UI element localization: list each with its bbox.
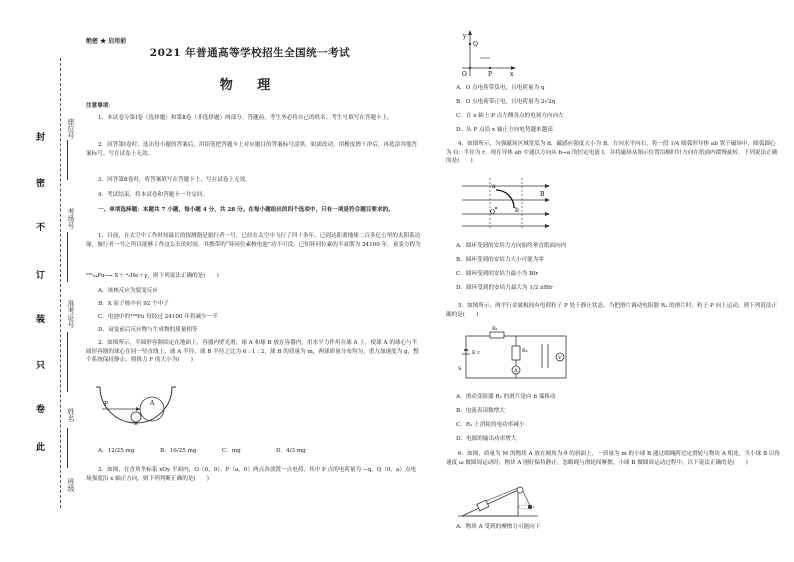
question-6-figure (458, 486, 538, 520)
question-1-option-b: B．X 原子核中有 92 个中子 (98, 301, 169, 307)
field-exam-room: 考场号 (67, 208, 75, 229)
r1-label: R₁ (492, 326, 498, 332)
field-seat-number: 座位号 (67, 118, 75, 139)
question-2-stem: 2．如图所示，半圆形容器固定在地面上，容器内壁光滑，球 A 和球 B 放在容器内，用水平力作用在球 A 上，使球 A 的球心与半圆形容器的球心在同一竖直线上，球 A 半径、球 B 半径之比为 6 : 1 : 2，球 B 的质量为 m，两球质量分布均匀，重力加速度为 g，整个系统保持静止，则推力 F 的大小为( ) (86, 340, 419, 364)
question-4-option-c: C．圆环受到的安培力最小为 BIr (456, 271, 539, 277)
question-5-option-c: C．R₁ 上消耗的电功率减小 (456, 422, 525, 428)
seal-char: 只 (36, 361, 46, 371)
voltmeter-label: V (558, 355, 562, 361)
question-2-option-c: C．mg (222, 448, 241, 454)
question-4-option-a: A．圆环受到的安培力方向始终垂直纸面向内 (456, 243, 567, 249)
binding-margin (0, 0, 78, 562)
x-axis-label: x (510, 71, 514, 78)
seal-char: 卷 (36, 405, 46, 415)
question-3-option-c: C．在 x 轴上 P 点左侧各点的电场方向向左 (456, 113, 564, 119)
seal-line (60, 58, 61, 508)
seal-char: 订 (36, 271, 46, 281)
note-item: 2．回答第Ⅰ卷时，选出每小题的答案后，用铅笔把答题卡上对应题目的答案标号涂黑，如需改动，用橡皮擦干净后，再选涂其他答案标号。写在试卷上无效。 (86, 142, 418, 157)
origin-label: O (462, 71, 467, 78)
question-1-option-d: D．衰变前后反应物与生成物的质量相等 (98, 327, 198, 333)
field-class: 班级 (67, 478, 75, 492)
confidential-mark: 绝密 ★ 启用前 (86, 38, 127, 45)
question-1-stem: 1．目前，在太空中工作时间最长的探测器是旅行者一号，已经在太空中飞行了四十多年，已到达距离地球二百多亿公里的太阳系边缘，旅行者一号之所以能够工作这么长的时间，其携带的“钚同位素核电池”功不可没，已知钚同位素的半衰期为 24100 年，衰变方程为 (86, 233, 421, 248)
y-axis-label: y (463, 33, 467, 40)
question-1-option-c: C．电池中的²³⁹Pu 每经过 24100 年将减少一半 (98, 314, 218, 320)
question-4-figure (460, 176, 552, 232)
point-p-label: P (488, 71, 493, 78)
note-item: 4．考试结束，将本试卷和答题卡一并交回。 (98, 192, 208, 198)
question-4-stem: 4．如图所示，匀强磁场区域宽度为 d，磁感应强度大小为 B，方向水平向右，将一段 1/4 圆弧形导体 ab 置于磁场中，圆弧圆心为 O，半径为 r。现在导体 ab 中通以方向从 b→a 的恒定电流 I，并将磁场从图示位置沿顺时针方向在纸面内缓慢旋转，下列说法正确的是( ) (446, 141, 778, 165)
question-5-circuit (456, 326, 576, 384)
field-name: 姓名 (67, 408, 75, 422)
exam-title: 2021 年普通高等学校招生全国统一考试 (149, 47, 351, 59)
ball-b-label: B (134, 421, 138, 427)
point-b-label: b (515, 207, 519, 214)
question-2-figure (96, 383, 176, 427)
force-label: F (104, 401, 109, 408)
question-5-stem: 5．如图所示，两平行金属板间有电荷粒子 P 处于静止状态，当把滑片调动电阻器 R₂ 的滑片时，粒子 P 向上运动，则下列说法正确的是( ) (446, 303, 778, 318)
question-1-equation: ²³⁹₉₄Pu⟶ X＋ ⁴₂He＋γ，则下列说法正确的是( ) (86, 273, 219, 279)
question-4-option-b: B．圆环受到的安培力大小可能为零 (456, 257, 545, 263)
note-item: 3．回答第Ⅱ卷时，将答案填写在答题卡上，写在试卷上无效。 (98, 177, 251, 183)
seal-char: 密 (36, 179, 46, 189)
r2-label: R₂ (522, 348, 528, 354)
question-3-option-a: A．O 点电荷带负电，且电荷量为 q (456, 85, 545, 91)
switch-label: S (458, 366, 462, 372)
question-3-option-b: B．O 点电荷带正电，且电荷量为 2√2q (456, 99, 556, 105)
question-1-option-a: A．该核反应为裂变反应 (98, 288, 158, 294)
question-6-option-a: A．物块 A 受到的摩擦力可能向下 (456, 524, 541, 530)
field-line (67, 332, 68, 392)
center-o-label: O (490, 209, 495, 216)
field-line (67, 428, 68, 468)
field-line (67, 140, 68, 180)
question-2-option-b: B．16/25 mg (160, 448, 197, 454)
section-heading: 一、单项选择题：本题共 7 小题，每小题 4 分，共 28 分。在每小题给出的四个选项中，只有一项是符合题目要求的。 (98, 207, 394, 213)
question-5-option-d: D．电源的输出功率增大 (456, 436, 517, 442)
question-5-option-a: A．滑动变阻器 R₂ 的滑片是向 b 端移动 (456, 394, 556, 400)
ammeter-label: A (514, 368, 518, 374)
question-2-option-a: A．12/25 mg (98, 448, 135, 454)
note-item: 1．本试卷分第Ⅰ卷（选择题）和第Ⅱ卷（非选择题）两部分。答题前，考生务必将自己的姓名、考生号填写在答题卡上。 (98, 115, 393, 121)
field-admission-number: 准考证号 (67, 300, 75, 328)
question-3-option-d: D．从 P 点沿 x 轴正方向电势越来越高 (456, 127, 553, 133)
point-q-label: Q (473, 41, 478, 48)
question-2-option-d: D．4/3 mg (276, 448, 306, 454)
seal-char: 装 (36, 315, 46, 325)
seal-char: 此 (36, 443, 46, 453)
point-a-label: a (492, 183, 496, 190)
question-5-option-b: B．电流表读数增大 (456, 408, 505, 414)
question-6-stem: 6．如图，质量为 M 的物块 A 放在倾角为 θ 的斜面上，一质量为 m 的小球 B 通过细绳跨过定滑轮与物块 A 相连，当小球 B 以角速度 ω 做圆周运动时，物块 A 刚好保持静止。忽略绳与滑轮间摩擦，小球 B 做圆周运动过程中，以下说法正确的是( ) (446, 451, 781, 466)
question-3-stem: 3．如图，在直角坐标系 xOy 平面内，O（0，0）、P（a，0）两点各放置一点电荷，其中 P 点的电荷量为 −q，Q（0，a）点电场强度沿 x 轴正方向，则下列判断正确的是( ) (86, 467, 417, 482)
question-3-figure (456, 30, 516, 78)
source-label: E r (472, 350, 480, 356)
question-4-option-d: D．圆环受到的安培力最大为 1/2 πBIr (456, 285, 553, 291)
ball-a-label: A (150, 400, 155, 407)
subject-title: 物 理 (219, 78, 281, 93)
notes-heading: 注意事项： (86, 103, 114, 109)
field-line (67, 232, 68, 282)
seal-char: 不 (36, 223, 46, 233)
field-b-label: B (540, 191, 545, 198)
seal-char: 封 (36, 133, 46, 143)
